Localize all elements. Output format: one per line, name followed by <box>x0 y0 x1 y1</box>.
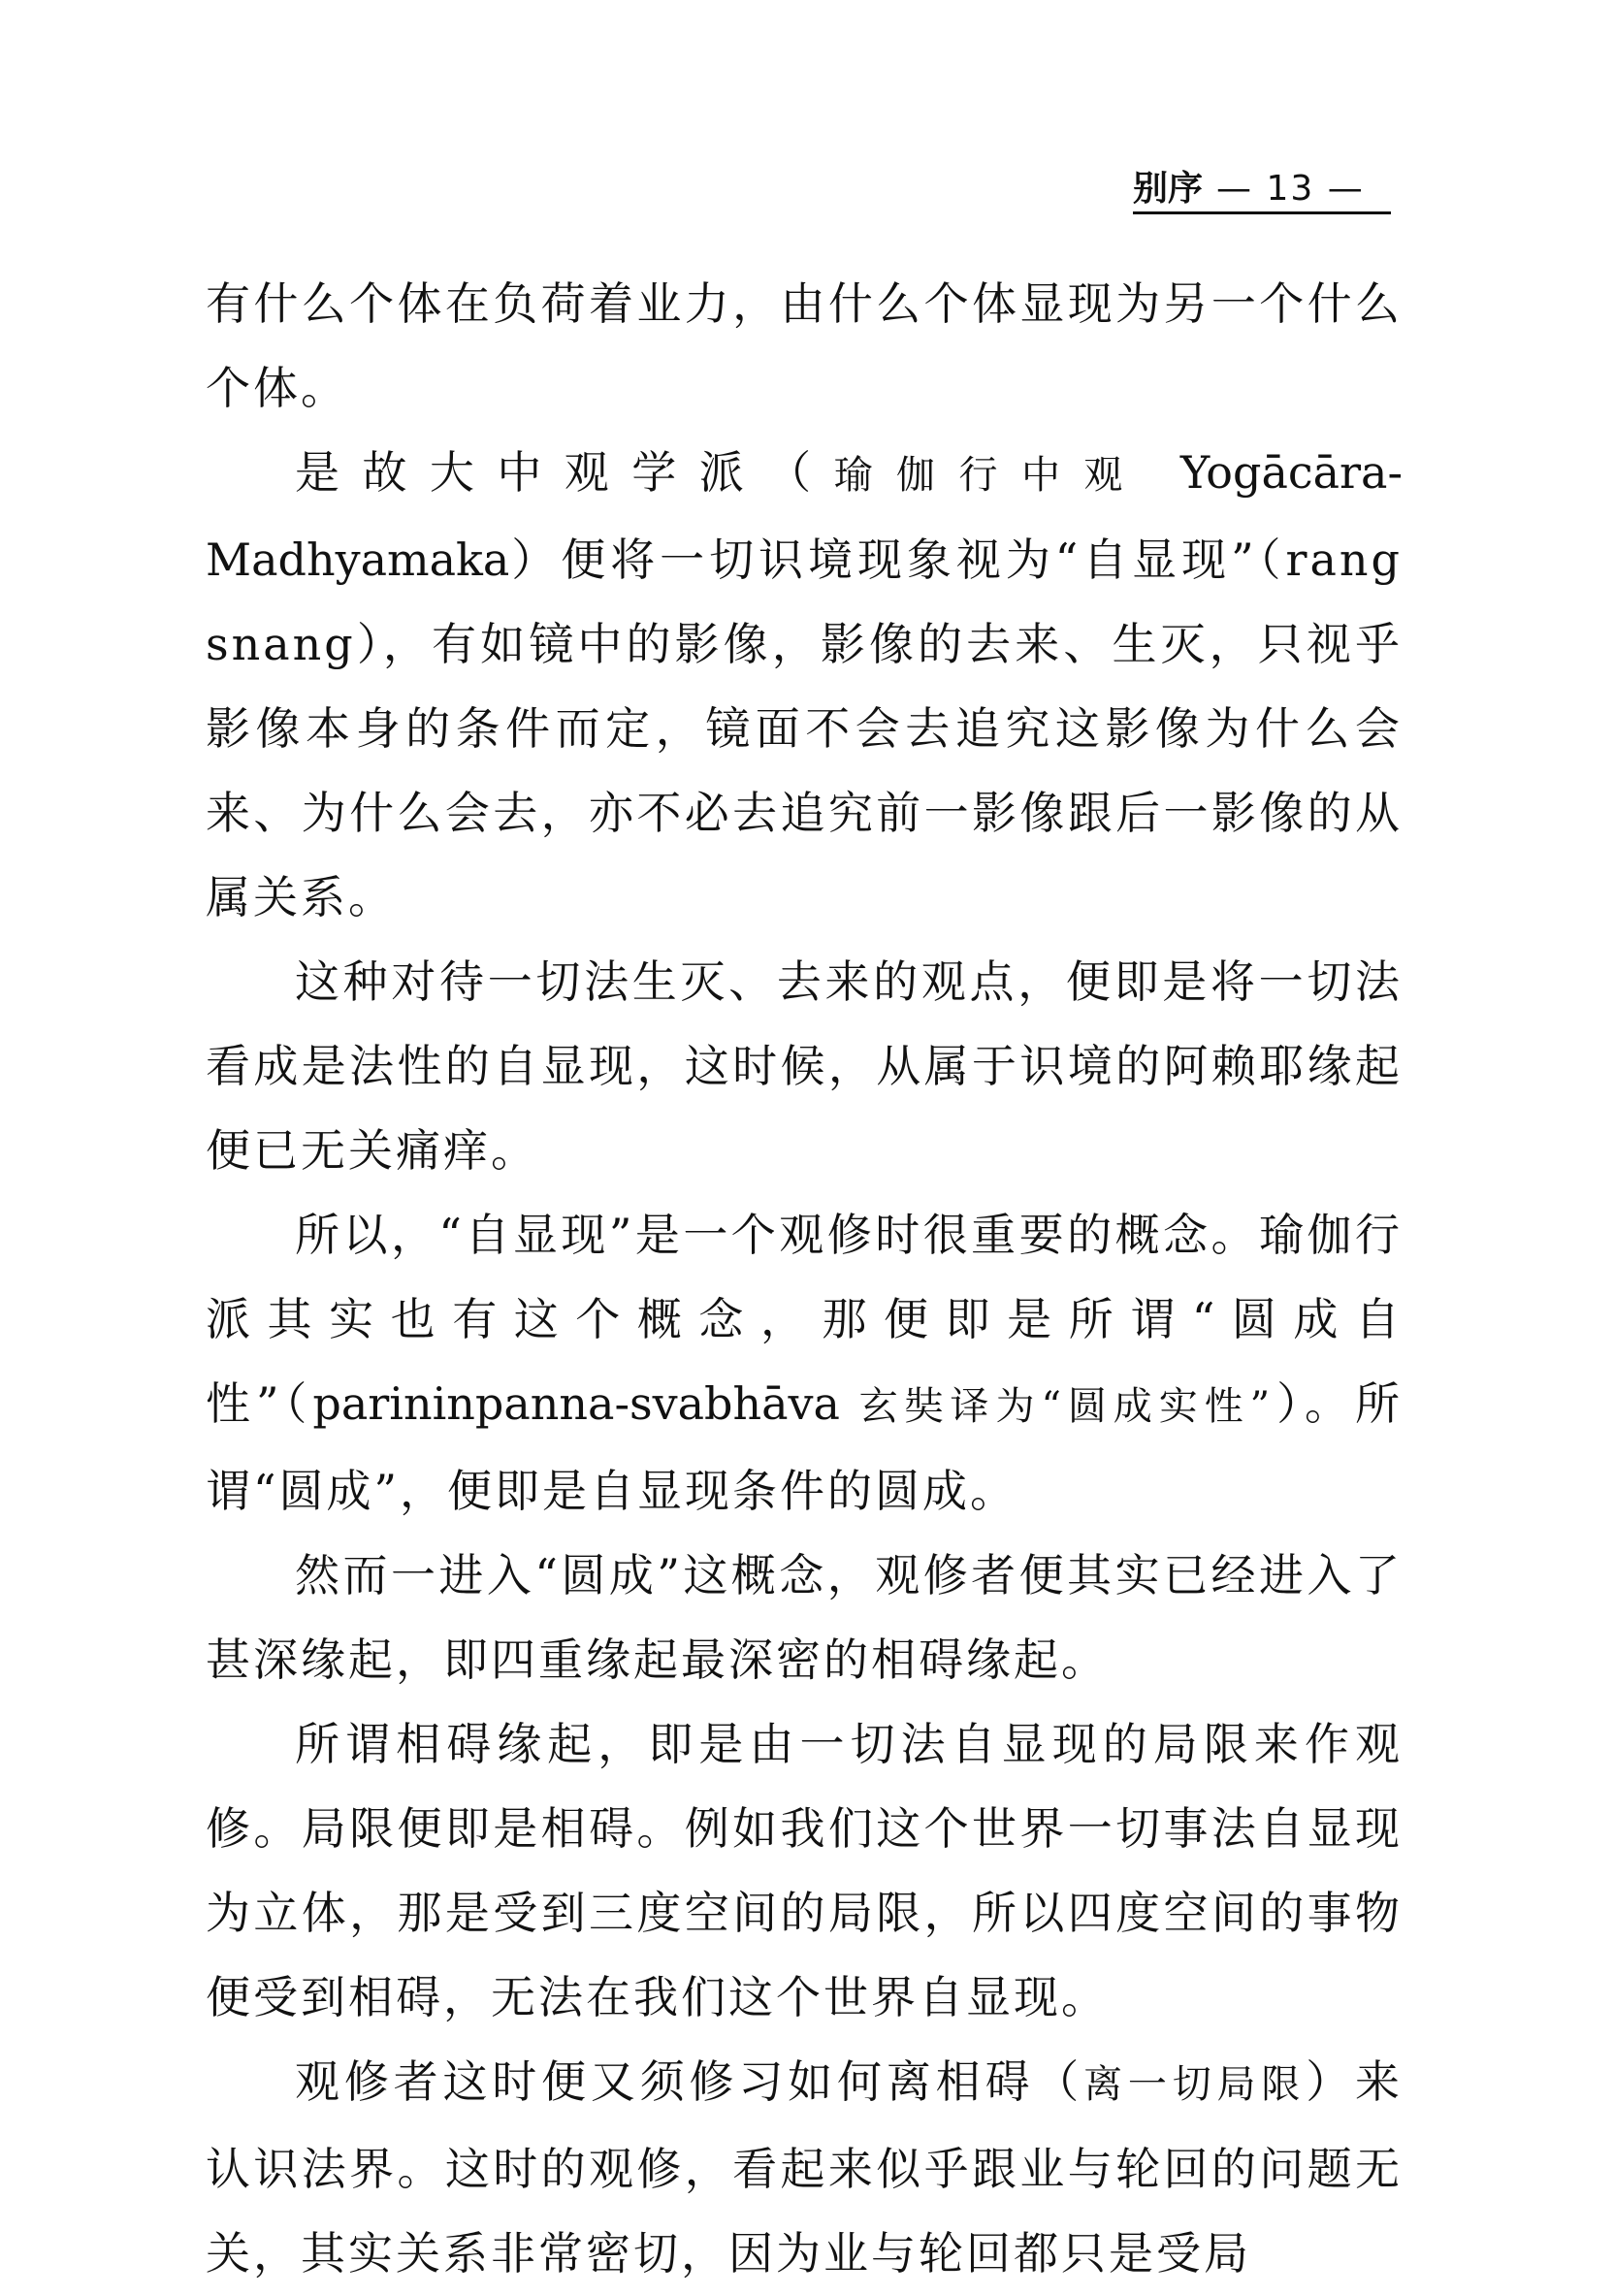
paragraph-7-annotation: 离一切局限 <box>1083 2062 1307 2107</box>
paragraph-2-sanskrit-term: Yogācāra-Madhyamaka <box>206 446 1404 586</box>
paragraph-4-sanskrit-term: parininpanna-svabhāva <box>312 1377 840 1430</box>
running-header <box>1133 167 1391 214</box>
paragraph-4 <box>206 1193 1403 1534</box>
paragraph-6: 所谓相碍缘起，即是由一切法自显现的局限来作观修。局限便即是相碍。例如我们这个世界一切事法自显现为立体，那是受到三度空间的局限，所以四度空间的事物便受到相碍，无法在我们这个世界自显现。 <box>206 1718 1403 2023</box>
section-title: 别序 <box>1133 169 1204 209</box>
page-number: — 13 — <box>1216 169 1365 209</box>
paragraph-2-annotation: 瑜伽行中观 <box>833 453 1146 498</box>
paragraph-4-text-a: 所以，“自显现”是一个观修时很重要的概念。瑜伽行派其实也有这个概念，那便即是所谓“圆成自性”（ <box>206 1209 1403 1430</box>
paragraph-3: 这种对待一切法生灭、去来的观点，便即是将一切法看成是法性的自显现，这时候，从属于识境的阿赖耶缘起便已无关痛痒。 <box>206 955 1403 1177</box>
paragraph-2-text-b: ）便将一切识境现象视为“自显现”（rang snang），有如镜中的影像，影像的去来、生灭，只视乎影像本身的条件而定，镜面不会去追究这影像为什么会来、为什么会去，亦不必去追究前一影像跟后一影像的从属关系。 <box>206 534 1403 923</box>
body-text <box>206 262 1403 2296</box>
paragraph-1: 有什么个体在负荷着业力，由什么个体显现为另一个什么个体。 <box>206 277 1403 414</box>
paragraph-7-text-b: ）来认识法界。这时的观修，看起来似乎跟业与轮回的问题无关，其实关系非常密切，因为业与轮回都只是受局 <box>206 2055 1404 2280</box>
paragraph-4-annotation: 玄奘译为“圆成实性” <box>839 1384 1275 1429</box>
paragraph-7 <box>206 2040 1403 2296</box>
paragraph-2-text-a: 是故大中观学派（ <box>295 446 834 499</box>
paragraph-5: 然而一进入“圆成”这概念，观修者便其实已经进入了甚深缘起，即四重缘起最深密的相碍缘起。 <box>206 1549 1403 1686</box>
paragraph-2 <box>206 431 1403 940</box>
paragraph-4-text-b: ）。所谓“圆成”，便即是自显现条件的圆成。 <box>206 1377 1403 1517</box>
paragraph-7-text-a: 观修者这时便又须修习如何离相碍（ <box>295 2055 1084 2108</box>
